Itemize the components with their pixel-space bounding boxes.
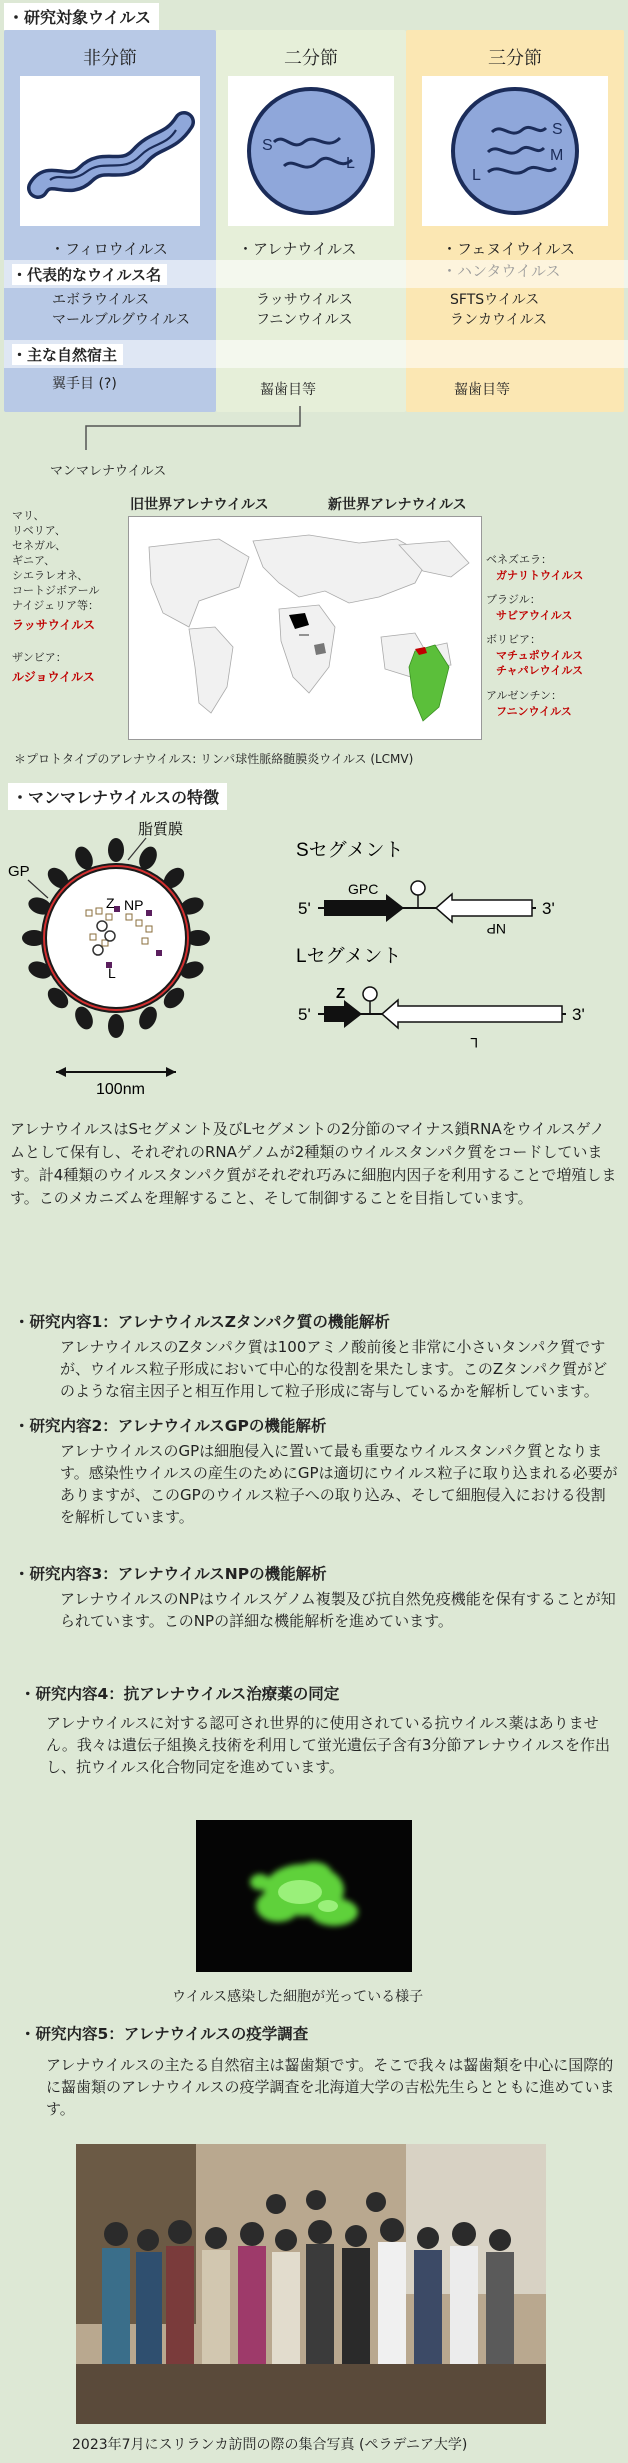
country-senegal: セネガル、 <box>12 539 67 552</box>
virus-lassa-red: ラッサウイルス <box>12 618 96 632</box>
column-header: 二分節 <box>284 48 338 69</box>
group-photo-icon <box>76 2144 546 2424</box>
group-photo <box>76 2144 546 2424</box>
country-zambia: ザンビア： <box>12 651 67 664</box>
section-title-target-viruses: ・研究対象ウイルス <box>4 3 159 30</box>
fluorescence-caption: ウイルス感染した細胞が光っている様子 <box>172 1989 424 2005</box>
gpc-label: GPC <box>348 881 379 897</box>
country-nigeria: ナイジェリア等： <box>12 599 100 612</box>
example-lassa: ラッサウイルス <box>256 292 353 308</box>
band-host <box>4 340 628 368</box>
virus-lujo-red: ルジョウイルス <box>12 670 95 684</box>
l-five-prime: 5' <box>298 1005 311 1024</box>
filovirus-icon <box>20 76 200 226</box>
band-label-representative: ・代表的なウイルス名 <box>12 264 167 285</box>
scale-label: 100nm <box>96 1081 145 1098</box>
country-cote-divoire: コートジボアール <box>12 584 100 597</box>
country-bolivia: ボリビア： <box>486 633 541 646</box>
virus-label-arenavirus: ・アレナウイルス <box>238 240 357 258</box>
research-5-title: ・研究内容5：アレナウイルスの疫学調査 <box>20 2025 309 2043</box>
research-1-title: ・研究内容1：アレナウイルスZタンパク質の機能解析 <box>14 1313 390 1331</box>
photo-caption: 2023年7月にスリランカ訪問の際の集合写真 (ペラデニア大学) <box>72 2437 468 2453</box>
segment-letter-l: L <box>472 167 481 184</box>
research-3-title: ・研究内容3：アレナウイルスNPの機能解析 <box>14 1565 327 1583</box>
bunyavirus-icon <box>422 76 608 226</box>
gp-label: GP <box>8 863 30 880</box>
l-gene-label: L <box>470 1035 478 1051</box>
segment-letter-s: S <box>262 137 273 154</box>
virus-label-filovirus: ・フィロウイルス <box>50 240 168 258</box>
country-guinea: ギニア、 <box>12 554 56 567</box>
l-three-prime: 3' <box>572 1005 585 1024</box>
map-footnote: ＊プロトタイプのアレナウイルス: リンパ球性脈絡髄膜炎ウイルス (LCMV) <box>14 752 414 766</box>
virus-junin-red: フニンウイルス <box>496 705 572 718</box>
example-marburg: マールブルグウイルス <box>52 312 191 328</box>
virus-label-phenuivirus: ・フェヌイウイルス <box>442 240 576 258</box>
research-4-title: ・研究内容4：抗アレナウイルス治療薬の同定 <box>20 1685 340 1703</box>
research-2-title: ・研究内容2：アレナウイルスGPの機能解析 <box>14 1417 327 1435</box>
example-ebola: エボラウイルス <box>52 292 150 308</box>
example-junin: フニンウイルス <box>256 312 353 328</box>
old-world-label: 旧世界アレナウイルス <box>130 497 269 513</box>
example-lanka: ランカウイルス <box>450 312 548 328</box>
research-3-body: アレナウイルスのNPはウイルスゲノム複製及び抗自然免疫機能を保有することが知られています。このNPの詳細な機能解析を進めています。 <box>60 1590 616 1630</box>
band-label-host: ・主な自然宿主 <box>12 344 123 365</box>
world-map-icon <box>129 517 481 739</box>
arenavirus-icon <box>228 76 394 226</box>
filovirus-card <box>20 76 200 226</box>
new-world-label: 新世界アレナウイルス <box>328 497 467 513</box>
host-bunyavirus: 齧歯目等 <box>454 382 510 398</box>
segment-letter-m: M <box>550 147 564 164</box>
fluorescent-cells-icon <box>196 1820 412 1972</box>
s-three-prime: 3' <box>542 899 555 918</box>
virus-machupo-red: マチュポウイルス <box>496 649 584 662</box>
l-segment-title: Lセグメント <box>296 946 402 967</box>
virus-structure-diagram <box>6 810 626 1100</box>
band-representative <box>4 260 628 288</box>
research-4-body: アレナウイルスに対する認可され世界的に使用されている抗ウイルス薬はありません。我々は遺伝子組換え技術を利用して蛍光遺伝子含有3分節アレナウイルスを作出し、抗ウイルス化合物同定を進めています。 <box>46 1714 610 1776</box>
bunyavirus-card <box>422 76 608 226</box>
s-five-prime: 5' <box>298 899 311 918</box>
arenavirus-particle-icon <box>6 810 626 1100</box>
z-gene-label: Z <box>336 985 346 1002</box>
world-map <box>128 516 482 740</box>
membrane-label: 脂質膜 <box>138 821 184 838</box>
host-filovirus: 翼手目 (?) <box>52 376 117 392</box>
section-title-mammarenavirus-features: ・マンマレナウイルスの特徴 <box>8 783 227 810</box>
virus-chapare-red: チャパレウイルス <box>496 664 584 677</box>
mammarenavirus-label: マンマレナウイルス <box>50 464 167 479</box>
research-5-body: アレナウイルスの主たる自然宿主は齧歯類です。そこで我々は齧歯類を中心に国際的に齧歯類のアレナウイルスの疫学調査を北海道大学の吉松先生らとともに進めています。 <box>46 2056 615 2118</box>
research-2-body: アレナウイルスのGPは細胞侵入に置いて最も重要なウイルスタンパク質となります。感染性ウイルスの産生のためにGPは適切にウイルス粒子に取り込まれる必要がありますが、このGPのウイルス粒子への取り込み、そして細胞侵入における役割を解析しています。 <box>60 1442 618 1526</box>
virus-guanarito-red: ガナリトウイルス <box>496 569 584 582</box>
tree-connector <box>0 400 628 460</box>
virus-sabia-red: サビアウイルス <box>496 609 573 622</box>
country-sierra-leone: シエラレオネ、 <box>12 569 89 582</box>
country-liberia: リベリア、 <box>12 524 66 537</box>
s-segment-title: Sセグメント <box>296 840 404 861</box>
country-venezuela: ベネズエラ： <box>486 553 552 566</box>
country-mali: マリ、 <box>12 509 45 522</box>
z-protein-label: Z <box>106 895 115 911</box>
country-argentina: アルゼンチン： <box>486 689 563 702</box>
np-protein-label: NP <box>124 897 144 913</box>
np-gene-label: NP <box>486 921 506 937</box>
example-sfts: SFTSウイルス <box>450 292 540 308</box>
intro-paragraph: アレナウイルスはSセグメント及びLセグメントの2分節のマイナス鎖RNAをウイルスゲノムとして保有し、それぞれのRNAゲノムが2種類のウイルスタンパク質をコードしています。計4種類のウイルスタンパク質がそれぞれ巧みに細胞内因子を利用することで増殖します。このメカニズムを理解すること、そして制御することを目指しています。 <box>10 1120 617 1207</box>
l-protein-label: L <box>108 965 116 981</box>
country-brazil: ブラジル： <box>486 593 541 606</box>
column-header: 非分節 <box>83 48 137 69</box>
arenavirus-card <box>228 76 394 226</box>
research-1-body: アレナウイルスのZタンパク質は100アミノ酸前後と非常に小さいタンパク質ですが、ウイルス粒子形成において中心的な役割を果たします。このZタンパク質がどのような宿主因子と相互作用して粒子形成に寄与しているかを解析しています。 <box>60 1338 608 1400</box>
fluorescence-image <box>196 1820 412 1972</box>
segment-letter-s: S <box>552 121 563 138</box>
host-arenavirus: 齧歯目等 <box>260 382 316 398</box>
segment-letter-l: L <box>346 155 355 172</box>
column-header: 三分節 <box>488 48 542 69</box>
